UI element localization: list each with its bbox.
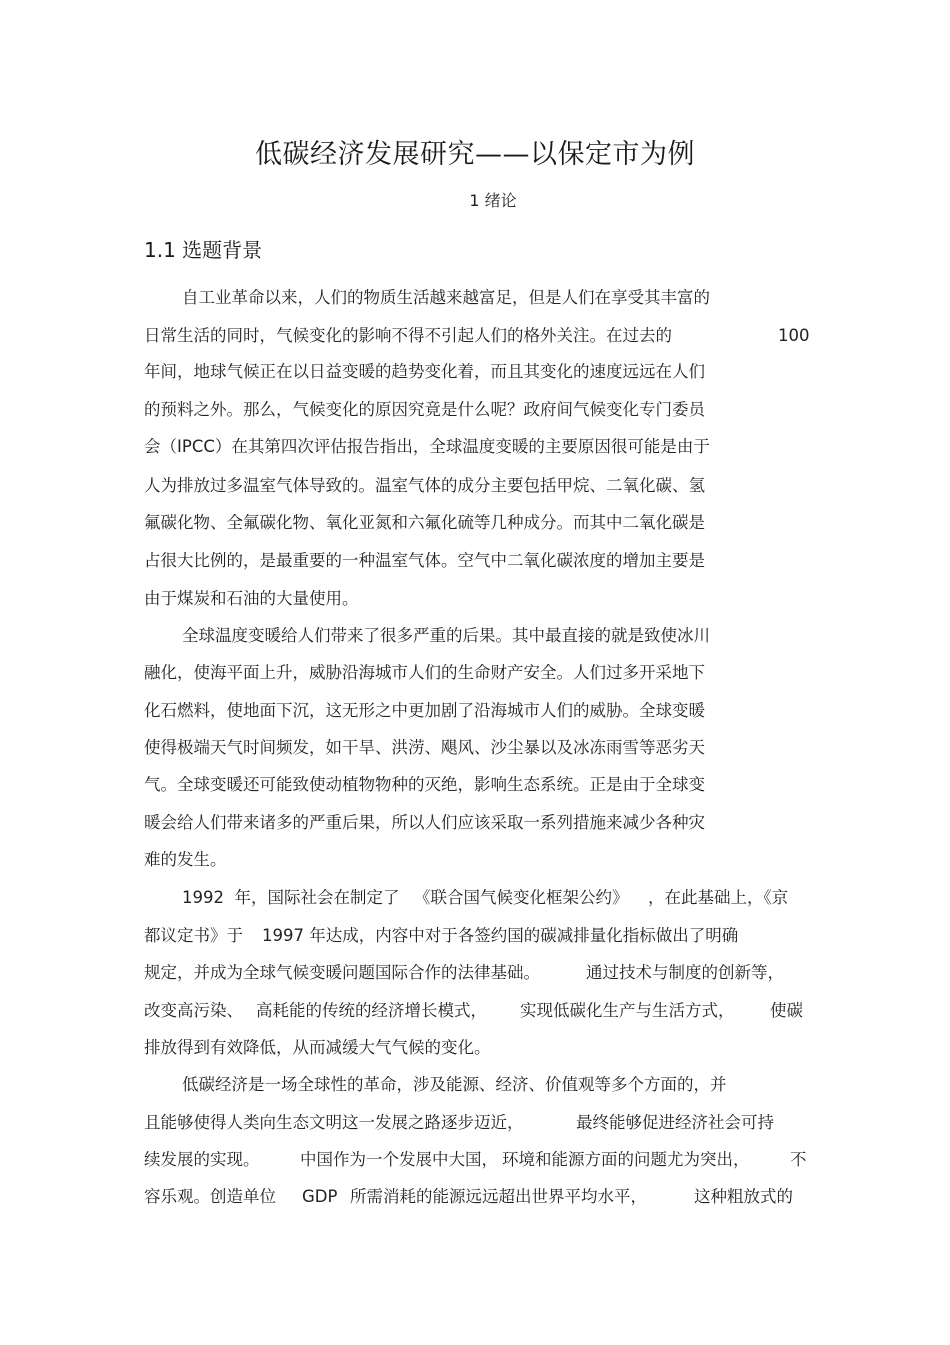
text-fragment: 《联合国气候变化框架公约》 <box>414 888 629 907</box>
text-fragment: 融化，使海平面上升，威胁沿海城市人们的生命财产安全。人们过多开采地下 <box>144 663 705 682</box>
text-fragment: 改变高污染、 <box>144 1001 243 1020</box>
chapter-heading: 1 绪论 <box>469 191 517 210</box>
text-fragment: 不 <box>790 1150 807 1169</box>
text-fragment: 使得极端天气时间频发，如干旱、洪涝、飓风、沙尘暴以及冰冻雨雪等恶劣天 <box>144 738 705 757</box>
text-fragment: 这种粗放式的 <box>694 1187 793 1206</box>
text-fragment: 人为排放过多温室气体导致的。温室气体的成分主要包括甲烷、二氧化碳、氢 <box>144 476 705 495</box>
text-fragment: 中国作为一个发展中大国， <box>300 1150 498 1169</box>
text-fragment: 氟碳化物、全氟碳化物、氧化亚氮和六氟化硫等几种成分。而其中二氧化碳是 <box>144 513 705 532</box>
text-fragment: 全球温度变暖给人们带来了很多严重的后果。其中最直接的就是致使冰川 <box>182 626 710 645</box>
text-fragment: 日常生活的同时，气候变化的影响不得不引起人们的格外关注。在过去的 <box>144 326 672 345</box>
text-fragment: 所需消耗的能源远远超出世界平均水平， <box>350 1187 647 1206</box>
text-fragment: 实现低碳化生产与生活方式， <box>520 1001 735 1020</box>
text-fragment: 的预料之外。那么，气候变化的原因究竟是什么呢？政府间气候变化专门委员 <box>144 400 705 419</box>
text-fragment: 且能够使得人类向生态文明这一发展之路逐步迈近， <box>144 1113 524 1132</box>
text-fragment: 都议定书》于 <box>144 926 243 945</box>
text-fragment: 会（IPCC）在其第四次评估报告指出，全球温度变暖的主要原因很可能是由于 <box>144 437 710 456</box>
text-fragment: 容乐观。创造单位 <box>144 1187 276 1206</box>
text-fragment: 难的发生。 <box>144 850 227 869</box>
text-fragment: 年间，地球气候正在以日益变暖的趋势变化着，而且其变化的速度远远在人们 <box>144 362 705 381</box>
text-fragment: 1997 年达成，内容中对于各签约国的碳减排量化指标做出了明确 <box>262 926 739 945</box>
text-fragment: 高耗能的传统的经济增长模式， <box>256 1001 487 1020</box>
text-fragment: 排放得到有效降低，从而减缓大气气候的变化。 <box>144 1038 491 1057</box>
text-fragment: 占很大比例的，是最重要的一种温室气体。空气中二氧化碳浓度的增加主要是 <box>144 551 705 570</box>
document-title: 低碳经济发展研究——以保定市为例 <box>255 139 695 170</box>
text-fragment: 1992 年，国际社会在制定了 <box>182 888 400 907</box>
text-fragment: ，在此基础上，《京 <box>648 888 789 907</box>
section-heading: 1.1 选题背景 <box>144 238 263 262</box>
text-fragment: 使碳 <box>770 1001 803 1020</box>
text-fragment: 环境和能源方面的问题尤为突出， <box>502 1150 750 1169</box>
text-fragment: 化石燃料，使地面下沉，这无形之中更加剧了沿海城市人们的威胁。全球变暖 <box>144 701 705 720</box>
text-fragment: 暖会给人们带来诸多的严重后果，所以人们应该采取一系列措施来减少各种灾 <box>144 813 705 832</box>
text-fragment: 低碳经济是一场全球性的革命，涉及能源、经济、价值观等多个方面的，并 <box>182 1075 727 1094</box>
text-fragment: 规定，并成为全球气候变暖问题国际合作的法律基础。 <box>144 963 540 982</box>
text-fragment: 由于煤炭和石油的大量使用。 <box>144 589 359 608</box>
text-fragment: 100 <box>778 326 810 345</box>
text-fragment: 自工业革命以来，人们的物质生活越来越富足，但是人们在享受其丰富的 <box>182 288 710 307</box>
text-fragment: GDP <box>302 1187 338 1206</box>
text-fragment: 气。全球变暖还可能致使动植物物种的灭绝，影响生态系统。正是由于全球变 <box>144 775 705 794</box>
text-fragment: 通过技术与制度的创新等， <box>586 963 784 982</box>
text-fragment: 续发展的实现。 <box>144 1150 260 1169</box>
text-fragment: 最终能够促进经济社会可持 <box>576 1113 774 1132</box>
